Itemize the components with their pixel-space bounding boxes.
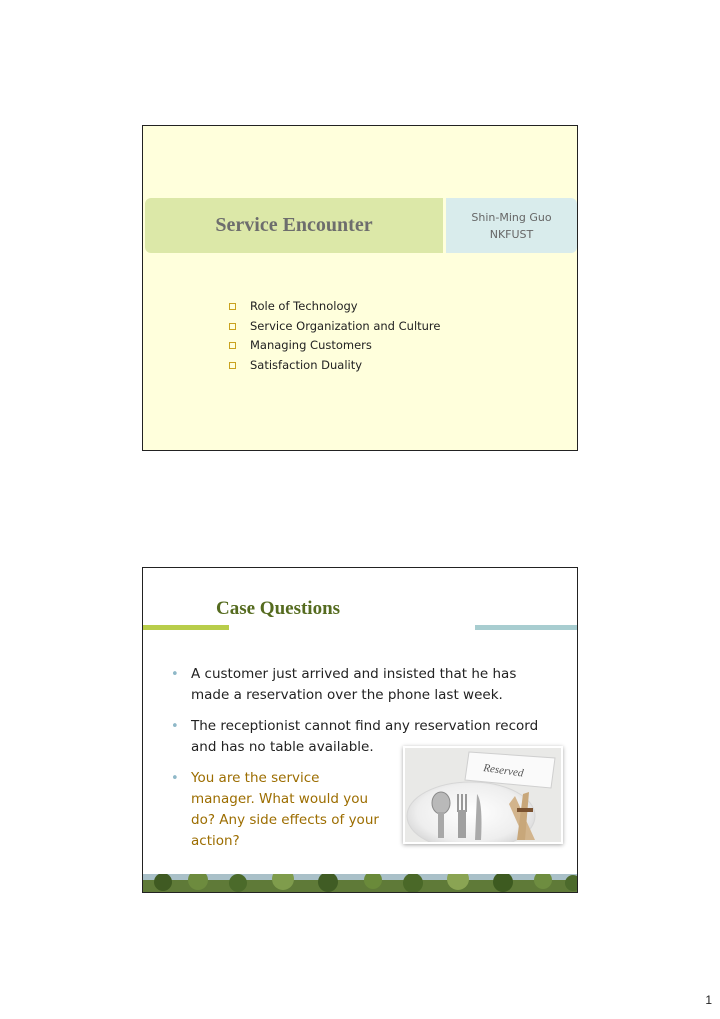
bullet-dot-icon: • [171,719,179,734]
list-item [229,317,441,337]
list-item [229,297,441,317]
slide-title: Service Encounter [215,214,373,236]
author-name: Shin-Ming Guo [471,211,552,224]
bullet-dot-icon: • [171,771,179,786]
bullet-text: You are the service manager. What would you do? Any side effects of your action? [191,770,379,849]
title-bar [145,198,443,253]
bullet-text: A customer just arrived and insisted that he has made a reservation over the phone last week. [191,666,517,703]
title-accent-bar-left [143,625,229,630]
slide-2 [142,567,578,893]
bullet-item [171,664,545,706]
bullet-item-highlight [171,768,385,852]
place-setting-icon [405,748,561,842]
slide-1 [142,125,578,451]
square-bullet-icon [229,342,236,349]
topic-list [229,297,441,375]
reserved-table-photo [403,746,563,844]
list-item [229,356,441,376]
list-item [229,336,441,356]
square-bullet-icon [229,323,236,330]
tree-footer-strip [143,874,578,892]
bullet-text: The receptionist cannot find any reservation record and has no table available. [191,718,539,755]
title-accent-bar-right [475,625,578,630]
topic-label: Managing Customers [250,338,372,352]
square-bullet-icon [229,303,236,310]
topic-label: Satisfaction Duality [250,357,363,372]
slide-title: Case Questions [216,598,341,619]
page-number: 1 [705,993,712,1007]
author-box [446,198,577,253]
reserved-sign-text: Reserved [482,762,525,780]
bullet-dot-icon: • [171,667,179,682]
topic-label: Role of Technology [250,299,358,313]
square-bullet-icon [229,362,236,369]
author-organization: NKFUST [489,228,534,241]
topic-label: Service Organization and Culture [250,318,441,333]
